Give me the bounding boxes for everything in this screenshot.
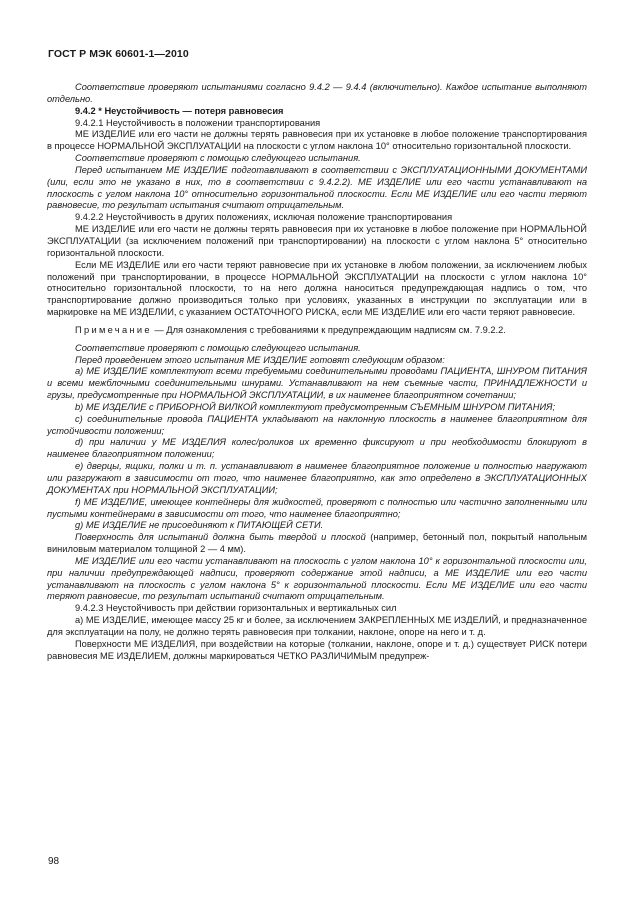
note-label: Примечание (75, 324, 152, 335)
paragraph: Соответствие проверяют с помощью следующего испытания. (75, 342, 361, 353)
list-item: d) при наличии у МЕ ИЗДЕЛИЯ колес/роликов их временно фиксируют и при необходимости блокируют в наименее благоприятном положении; (47, 437, 587, 460)
section-heading: 9.4.2 * Неустойчивость — потеря равновесия (75, 105, 284, 116)
paragraph: Перед испытанием МЕ ИЗДЕЛИЕ подготавливают в соответствии с ЭКСПЛУАТАЦИОННЫМИ ДОКУМЕНТАМИ (или, если это не указано в них, то в соответствии с 9.4.2.2). МЕ ИЗДЕЛИЕ или его части устанавливают на плоскость с углом наклона 10° относительно горизонтальной плоскости. Если МЕ ИЗДЕЛИЕ или его части теряют равновесие, то результат испытания считают отрицательным. (47, 164, 587, 211)
list-item: c) соединительные провода ПАЦИЕНТА укладывают на наклонную плоскость в наименее благоприятном для устойчивости положении; (47, 413, 587, 436)
page-number: 98 (48, 856, 60, 867)
paragraph-italic-part: Поверхность для испытаний должна быть твердой и плоской (75, 532, 366, 543)
paragraph: Соответствие проверяют испытаниями согласно 9.4.2 — 9.4.4 (включительно). Каждое испытание выполняют отдельно. (47, 82, 587, 104)
paragraph-regular-part: (например, бетонный пол, покрытый напольным виниловым материалом толщиной 2 — 4 мм). (47, 532, 587, 555)
list-item: а) МЕ ИЗДЕЛИЕ комплектуют всеми требуемыми соединительными проводами ПАЦИЕНТА, ШНУРОМ ПИТАНИЯ и всеми межблочными соединительными шнурами. Устанавливают на нем съемные части, ПРИНАДЛЕЖНОСТИ и грузы, предусмотренные при НОРМАЛЬНОЙ ЭКСПЛУАТАЦИИ, в их наименее благоприятном сочетании; (47, 366, 587, 401)
paragraph: а) МЕ ИЗДЕЛИЕ, имеющее массу 25 кг и более, за исключением ЗАКРЕПЛЕННЫХ МЕ ИЗДЕЛИЙ, и предназначенное для эксплуатации на полу, не должно терять равновесия при толкании, наклоне, опоре на него и т. д. (47, 615, 587, 637)
note (47, 325, 587, 337)
paragraph: МЕ ИЗДЕЛИЕ или его части устанавливают на плоскость с углом наклона 10° к горизонтальной плоскости или, при наличии предупреждающей надписи, проверяют содержание этой надписи, а МЕ ИЗДЕЛИЕ или его части устанавливают на плоскость с углом наклона 5° к горизонтальной плоскости. Если МЕ ИЗДЕЛИЕ или его части теряют равновесие, то результат испытаний считают отрицательным. (47, 555, 587, 602)
list-item: g) МЕ ИЗДЕЛИЕ не присоединяют к ПИТАЮЩЕЙ СЕТИ. (75, 520, 324, 531)
list-item: b) МЕ ИЗДЕЛИЕ с ПРИБОРНОЙ ВИЛКОЙ комплектуют предусмотренным СЪЕМНЫМ ШНУРОМ ПИТАНИЯ; (75, 401, 556, 412)
paragraph: Если МЕ ИЗДЕЛИЕ или его части теряют равновесие при их установке в любом положении, за исключением любых положений при транспортировании, в процессе НОРМАЛЬНОЙ ЭКСПЛУАТАЦИИ на плоскости с углом наклона 10° относительно горизонтальной плоскости, то на него должна наноситься предупреждающая надпись о том, что транспортирование должно производиться только при условиях, указанных в инструкции по эксплуатации или в маркировке на МЕ ИЗДЕЛИИ, с указанием ОСТАТОЧНОГО РИСКА, если МЕ ИЗДЕЛИЕ или его части теряют равновесие. (47, 259, 587, 318)
document-body (47, 82, 587, 663)
paragraph: МЕ ИЗДЕЛИЕ или его части не должны терять равновесия при их установке в любое положение при НОРМАЛЬНОЙ ЭКСПЛУАТАЦИИ (за исключением положений при транспортировании) на плоскости с углом наклона 5° относительно горизонтальной плоскости. (47, 224, 587, 258)
paragraph (47, 532, 587, 556)
subsection-heading: 9.4.2.3 Неустойчивость при действии горизонтальных и вертикальных сил (75, 603, 397, 614)
subsection-heading: 9.4.2.1 Неустойчивость в положении транспортирования (75, 117, 321, 128)
subsection-heading: 9.4.2.2 Неустойчивость в других положениях, исключая положение транспортирования (75, 212, 453, 223)
list-item: f) МЕ ИЗДЕЛИЕ, имеющее контейнеры для жидкостей, проверяют с полностью или частично заполненными или пустыми контейнерами в зависимости от того, что наименее благоприятно; (47, 496, 587, 519)
list-item: e) дверцы, ящики, полки и т. п. устанавливают в наименее благоприятное положение и полностью нагружают или разгружают в зависимости от того, что наименее благоприятно, как это определено в ЭКСПЛУАТАЦИОННЫХ ДОКУМЕНТАХ при НОРМАЛЬНОЙ ЭКСПЛУАТАЦИИ; (47, 461, 587, 495)
page-header: ГОСТ Р МЭК 60601-1—2010 (48, 48, 189, 60)
note-text: — Для ознакомления с требованиями к предупреждающим надписям см. 7.9.2.2. (151, 324, 506, 335)
paragraph: Поверхности МЕ ИЗДЕЛИЯ, при воздействии на которые (толкании, наклоне, опоре и т. д.) существует РИСК потери равновесия МЕ ИЗДЕЛИЕМ, должны маркироваться ЧЕТКО РАЗЛИЧИМЫМ предупреж- (47, 638, 587, 661)
paragraph: Перед проведением этого испытания МЕ ИЗДЕЛИЕ готовят следующим образом: (75, 354, 445, 365)
paragraph: МЕ ИЗДЕЛИЕ или его части не должны терять равновесия при их установке в любое положение транспортирования в процессе НОРМАЛЬНОЙ ЭКСПЛУАТАЦИИ на плоскости с углом наклона 10° относительно горизонтальной плоскости. (47, 129, 587, 152)
paragraph: Соответствие проверяют с помощью следующего испытания. (75, 153, 361, 164)
